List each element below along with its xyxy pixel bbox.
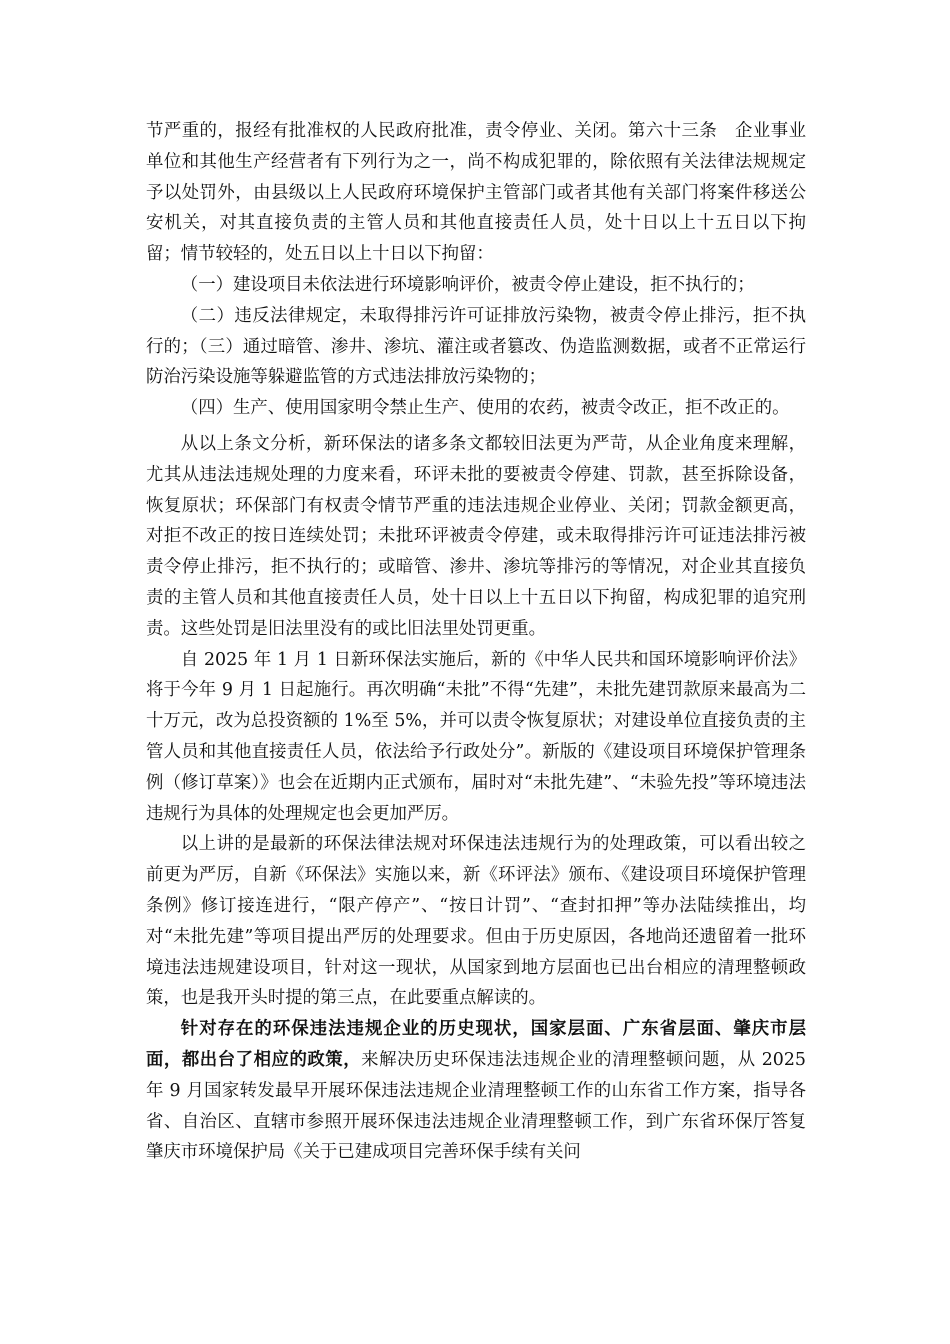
paragraph-summary: 以上讲的是最新的环保法律法规对环保违法违规行为的处理政策，可以看出较之前更为严厉，自新《环保法》实施以来，新《环评法》颁布、《建设项目环境保护管理条例》修订接连进行，“限产停产”、“按日计罚”、“查封扣押”等办法陆续推出，均对“未批先建”等项目提出严厉的处理要求。但由于历史原因，各地尚还遗留着一批环境违法违规建设项目，针对这一现状，从国家到地方层面也已出台相应的清理整顿政策，也是我开头时提的第三点，在此要重点解读的。 bbox=[146, 834, 806, 1009]
paragraph-analysis: 从以上条文分析，新环保法的诸多条文都较旧法更为严苛，从企业角度来理解，尤其从违法违规处理的力度来看，环评未批的要被责令停建、罚款，甚至拆除设备，恢复原状；环保部门有权责令情节严重的违法违规企业停业、关闭；罚款金额更高，对拒不改正的按日连续处罚；未批环评被责令停建，或未取得排污许可证违法排污被责令停止排污，拒不执行的；或暗管、渗井、渗坑等排污的等情况，对企业其直接负责的主管人员和其他直接责任人员，处十日以上十五日以下拘留，构成犯罪的追究刑责。这些处罚是旧法里没有的或比旧法里处罚更重。 bbox=[146, 433, 806, 639]
paragraph-item-2-3: （二）违反法律规定，未取得排污许可证排放污染物，被责令停止排污，拒不执行的；（三）通过暗管、渗井、渗坑、灌注或者篡改、伪造监测数据，或者不正常运行防治污染设施等躲避监管的方式违法排放污染物的； bbox=[146, 305, 806, 388]
paragraph-policy-bold: 针对存在的环保违法违规企业的历史现状，国家层面、广东省层面、肇庆市层面，都出台了相应的政策， bbox=[146, 1019, 806, 1070]
paragraph-policy-rest: 来解决历史环保违法违规企业的清理整顿问题，从 2025 年 9 月国家转发最早开展环保违法违规企业清理整顿工作的山东省工作方案，指导各省、自治区、直辖市参照开展环保违法违规企业清理整顿工作，到广东省环保厅答复肇庆市环境保护局《关于已建成项目完善环保手续有关问 bbox=[146, 1049, 806, 1163]
paragraph-item-1: （一）建设项目未依法进行环境影响评价，被责令停止建设，拒不执行的； bbox=[180, 274, 755, 295]
paragraph-article-63: 节严重的，报经有批准权的人民政府批准，责令停业、关闭。第六十三条 企业事业单位和其他生产经营者有下列行为之一，尚不构成犯罪的，除依照有关法律法规规定予以处罚外，由县级以上人民政府环境保护主管部门或者其他有关部门将案件移送公安机关，对其直接负责的主管人员和其他直接责任人员，处十日以上十五日以下拘留；情节较轻的，处五日以上十日以下拘留： bbox=[146, 121, 806, 265]
paragraph-item-4: （四）生产、使用国家明令禁止生产、使用的农药，被责令改正，拒不改正的。 bbox=[180, 398, 790, 419]
document-body bbox=[146, 116, 806, 1168]
paragraph-eia-law: 自 2025 年 1 月 1 日新环保法实施后，新的《中华人民共和国环境影响评价法》将于今年 9 月 1 日起施行。再次明确“未批”不得“先建”，未批先建罚款原来最高为二十万元，改为总投资额的 1%至 5%，并可以责令恢复原状；对建设单位直接负责的主管人员和其他直接责任人员，依法给予行政处分”。新版的《建设项目环境保护管理条例（修订草案）》也会在近期内正式颁布，届时对“未批先建”、“未验先投”等环境违法违规行为具体的处理规定也会更加严厉。 bbox=[146, 649, 806, 824]
paragraph-policy bbox=[146, 1014, 806, 1168]
